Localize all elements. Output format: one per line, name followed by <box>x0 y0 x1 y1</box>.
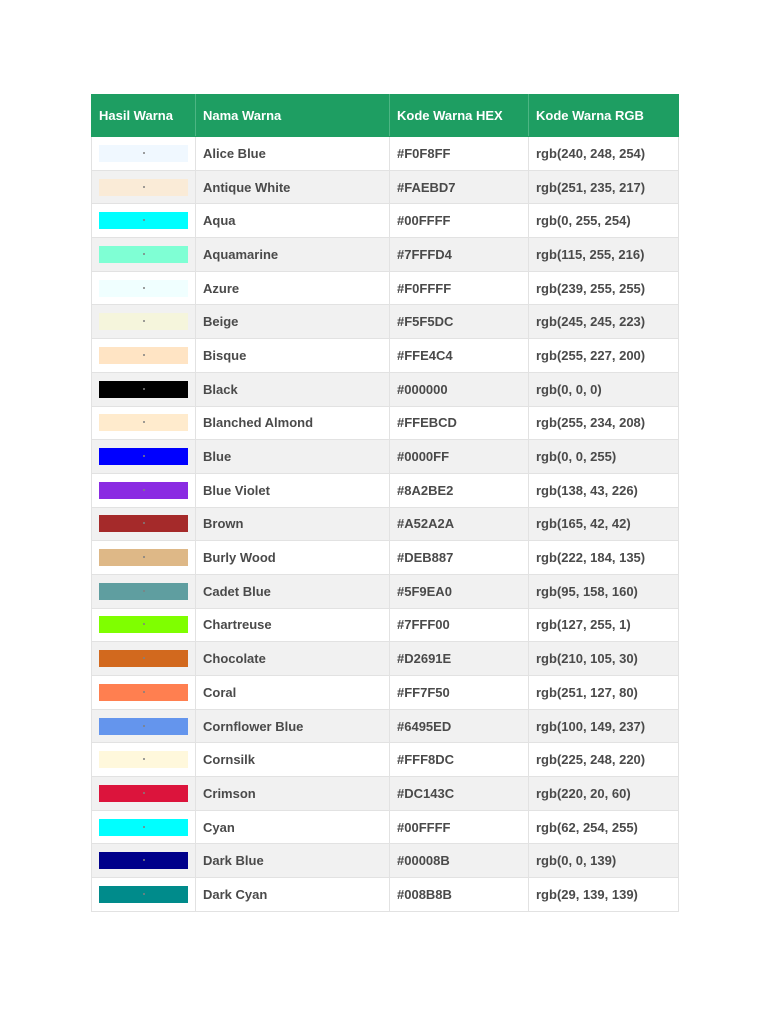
rgb-code-cell: rgb(100, 149, 237) <box>529 709 679 743</box>
hex-code-cell: #FF7F50 <box>390 676 529 710</box>
color-name-cell: Cyan <box>196 810 390 844</box>
color-swatch <box>99 751 188 768</box>
rgb-code-cell: rgb(0, 0, 139) <box>529 844 679 878</box>
table-row <box>92 137 679 171</box>
table-row <box>92 676 679 710</box>
color-swatch <box>99 212 188 229</box>
swatch-dot <box>143 388 145 390</box>
swatch-dot <box>143 556 145 558</box>
swatch-cell <box>92 810 196 844</box>
color-swatch <box>99 381 188 398</box>
table-body <box>92 137 679 912</box>
rgb-code-cell: rgb(255, 234, 208) <box>529 406 679 440</box>
swatch-dot <box>143 758 145 760</box>
rgb-code-cell: rgb(251, 127, 80) <box>529 676 679 710</box>
rgb-code-cell: rgb(0, 0, 0) <box>529 372 679 406</box>
color-table <box>91 94 679 912</box>
header-kode-hex: Kode Warna HEX <box>390 95 529 137</box>
color-name-cell: Bisque <box>196 339 390 373</box>
hex-code-cell: #FFF8DC <box>390 743 529 777</box>
swatch-dot <box>143 792 145 794</box>
swatch-cell <box>92 878 196 912</box>
color-swatch <box>99 145 188 162</box>
color-swatch <box>99 583 188 600</box>
color-swatch <box>99 414 188 431</box>
swatch-cell <box>92 238 196 272</box>
swatch-cell <box>92 271 196 305</box>
color-name-cell: Aqua <box>196 204 390 238</box>
color-swatch <box>99 718 188 735</box>
rgb-code-cell: rgb(240, 248, 254) <box>529 137 679 171</box>
rgb-code-cell: rgb(245, 245, 223) <box>529 305 679 339</box>
color-swatch <box>99 684 188 701</box>
swatch-dot <box>143 354 145 356</box>
hex-code-cell: #7FFF00 <box>390 608 529 642</box>
table-row <box>92 339 679 373</box>
swatch-cell <box>92 608 196 642</box>
color-swatch <box>99 313 188 330</box>
color-swatch <box>99 179 188 196</box>
rgb-code-cell: rgb(239, 255, 255) <box>529 271 679 305</box>
hex-code-cell: #F0F8FF <box>390 137 529 171</box>
color-name-cell: Blue Violet <box>196 473 390 507</box>
hex-code-cell: #00FFFF <box>390 810 529 844</box>
rgb-code-cell: rgb(0, 0, 255) <box>529 440 679 474</box>
rgb-code-cell: rgb(222, 184, 135) <box>529 541 679 575</box>
table-row <box>92 709 679 743</box>
rgb-code-cell: rgb(255, 227, 200) <box>529 339 679 373</box>
rgb-code-cell: rgb(115, 255, 216) <box>529 238 679 272</box>
color-swatch <box>99 785 188 802</box>
swatch-cell <box>92 777 196 811</box>
color-name-cell: Cornflower Blue <box>196 709 390 743</box>
color-swatch <box>99 280 188 297</box>
swatch-cell <box>92 372 196 406</box>
swatch-dot <box>143 152 145 154</box>
color-name-cell: Beige <box>196 305 390 339</box>
swatch-cell <box>92 541 196 575</box>
color-name-cell: Blue <box>196 440 390 474</box>
color-name-cell: Azure <box>196 271 390 305</box>
hex-code-cell: #7FFFD4 <box>390 238 529 272</box>
swatch-cell <box>92 204 196 238</box>
swatch-dot <box>143 455 145 457</box>
swatch-cell <box>92 676 196 710</box>
color-swatch <box>99 819 188 836</box>
table-row <box>92 473 679 507</box>
swatch-dot <box>143 725 145 727</box>
hex-code-cell: #FAEBD7 <box>390 170 529 204</box>
swatch-cell <box>92 137 196 171</box>
table-row <box>92 878 679 912</box>
color-swatch <box>99 448 188 465</box>
color-name-cell: Dark Blue <box>196 844 390 878</box>
swatch-dot <box>143 623 145 625</box>
color-name-cell: Dark Cyan <box>196 878 390 912</box>
swatch-cell <box>92 709 196 743</box>
hex-code-cell: #00008B <box>390 844 529 878</box>
swatch-dot <box>143 657 145 659</box>
hex-code-cell: #000000 <box>390 372 529 406</box>
rgb-code-cell: rgb(62, 254, 255) <box>529 810 679 844</box>
table-row <box>92 406 679 440</box>
swatch-dot <box>143 826 145 828</box>
table-row <box>92 810 679 844</box>
swatch-cell <box>92 339 196 373</box>
table-row <box>92 608 679 642</box>
color-name-cell: Black <box>196 372 390 406</box>
color-swatch <box>99 886 188 903</box>
table-row <box>92 574 679 608</box>
hex-code-cell: #F0FFFF <box>390 271 529 305</box>
hex-code-cell: #0000FF <box>390 440 529 474</box>
table-row <box>92 777 679 811</box>
swatch-cell <box>92 170 196 204</box>
swatch-cell <box>92 743 196 777</box>
color-name-cell: Antique White <box>196 170 390 204</box>
swatch-dot <box>143 859 145 861</box>
swatch-dot <box>143 287 145 289</box>
table-row <box>92 170 679 204</box>
table-row <box>92 372 679 406</box>
color-swatch <box>99 482 188 499</box>
table-row <box>92 305 679 339</box>
rgb-code-cell: rgb(0, 255, 254) <box>529 204 679 238</box>
hex-code-cell: #6495ED <box>390 709 529 743</box>
color-swatch <box>99 246 188 263</box>
header-nama-warna: Nama Warna <box>196 95 390 137</box>
hex-code-cell: #008B8B <box>390 878 529 912</box>
rgb-code-cell: rgb(251, 235, 217) <box>529 170 679 204</box>
hex-code-cell: #FFEBCD <box>390 406 529 440</box>
rgb-code-cell: rgb(127, 255, 1) <box>529 608 679 642</box>
swatch-dot <box>143 186 145 188</box>
swatch-cell <box>92 844 196 878</box>
swatch-dot <box>143 253 145 255</box>
hex-code-cell: #8A2BE2 <box>390 473 529 507</box>
color-swatch <box>99 616 188 633</box>
rgb-code-cell: rgb(29, 139, 139) <box>529 878 679 912</box>
table-row <box>92 541 679 575</box>
color-name-cell: Brown <box>196 507 390 541</box>
color-name-cell: Chocolate <box>196 642 390 676</box>
table-header <box>92 95 679 137</box>
swatch-cell <box>92 440 196 474</box>
table-row <box>92 271 679 305</box>
table-row <box>92 238 679 272</box>
header-row <box>92 95 679 137</box>
table-row <box>92 743 679 777</box>
table-row <box>92 642 679 676</box>
table-row <box>92 507 679 541</box>
color-name-cell: Crimson <box>196 777 390 811</box>
swatch-dot <box>143 421 145 423</box>
hex-code-cell: #00FFFF <box>390 204 529 238</box>
hex-code-cell: #5F9EA0 <box>390 574 529 608</box>
color-swatch <box>99 650 188 667</box>
swatch-cell <box>92 305 196 339</box>
swatch-dot <box>143 219 145 221</box>
swatch-cell <box>92 473 196 507</box>
color-name-cell: Cornsilk <box>196 743 390 777</box>
rgb-code-cell: rgb(210, 105, 30) <box>529 642 679 676</box>
color-name-cell: Alice Blue <box>196 137 390 171</box>
color-name-cell: Coral <box>196 676 390 710</box>
swatch-dot <box>143 320 145 322</box>
hex-code-cell: #FFE4C4 <box>390 339 529 373</box>
swatch-cell <box>92 642 196 676</box>
rgb-code-cell: rgb(220, 20, 60) <box>529 777 679 811</box>
swatch-cell <box>92 406 196 440</box>
rgb-code-cell: rgb(165, 42, 42) <box>529 507 679 541</box>
hex-code-cell: #D2691E <box>390 642 529 676</box>
rgb-code-cell: rgb(225, 248, 220) <box>529 743 679 777</box>
color-swatch <box>99 347 188 364</box>
swatch-dot <box>143 590 145 592</box>
swatch-dot <box>143 893 145 895</box>
swatch-dot <box>143 522 145 524</box>
color-swatch <box>99 549 188 566</box>
swatch-cell <box>92 507 196 541</box>
hex-code-cell: #A52A2A <box>390 507 529 541</box>
table-row <box>92 204 679 238</box>
color-name-cell: Burly Wood <box>196 541 390 575</box>
table-row <box>92 844 679 878</box>
rgb-code-cell: rgb(95, 158, 160) <box>529 574 679 608</box>
header-hasil-warna: Hasil Warna <box>92 95 196 137</box>
table-row <box>92 440 679 474</box>
header-kode-rgb: Kode Warna RGB <box>529 95 679 137</box>
color-name-cell: Aquamarine <box>196 238 390 272</box>
hex-code-cell: #F5F5DC <box>390 305 529 339</box>
hex-code-cell: #DEB887 <box>390 541 529 575</box>
color-swatch <box>99 515 188 532</box>
swatch-cell <box>92 574 196 608</box>
color-swatch <box>99 852 188 869</box>
hex-code-cell: #DC143C <box>390 777 529 811</box>
rgb-code-cell: rgb(138, 43, 226) <box>529 473 679 507</box>
color-name-cell: Cadet Blue <box>196 574 390 608</box>
color-name-cell: Chartreuse <box>196 608 390 642</box>
swatch-dot <box>143 691 145 693</box>
swatch-dot <box>143 489 145 491</box>
color-name-cell: Blanched Almond <box>196 406 390 440</box>
